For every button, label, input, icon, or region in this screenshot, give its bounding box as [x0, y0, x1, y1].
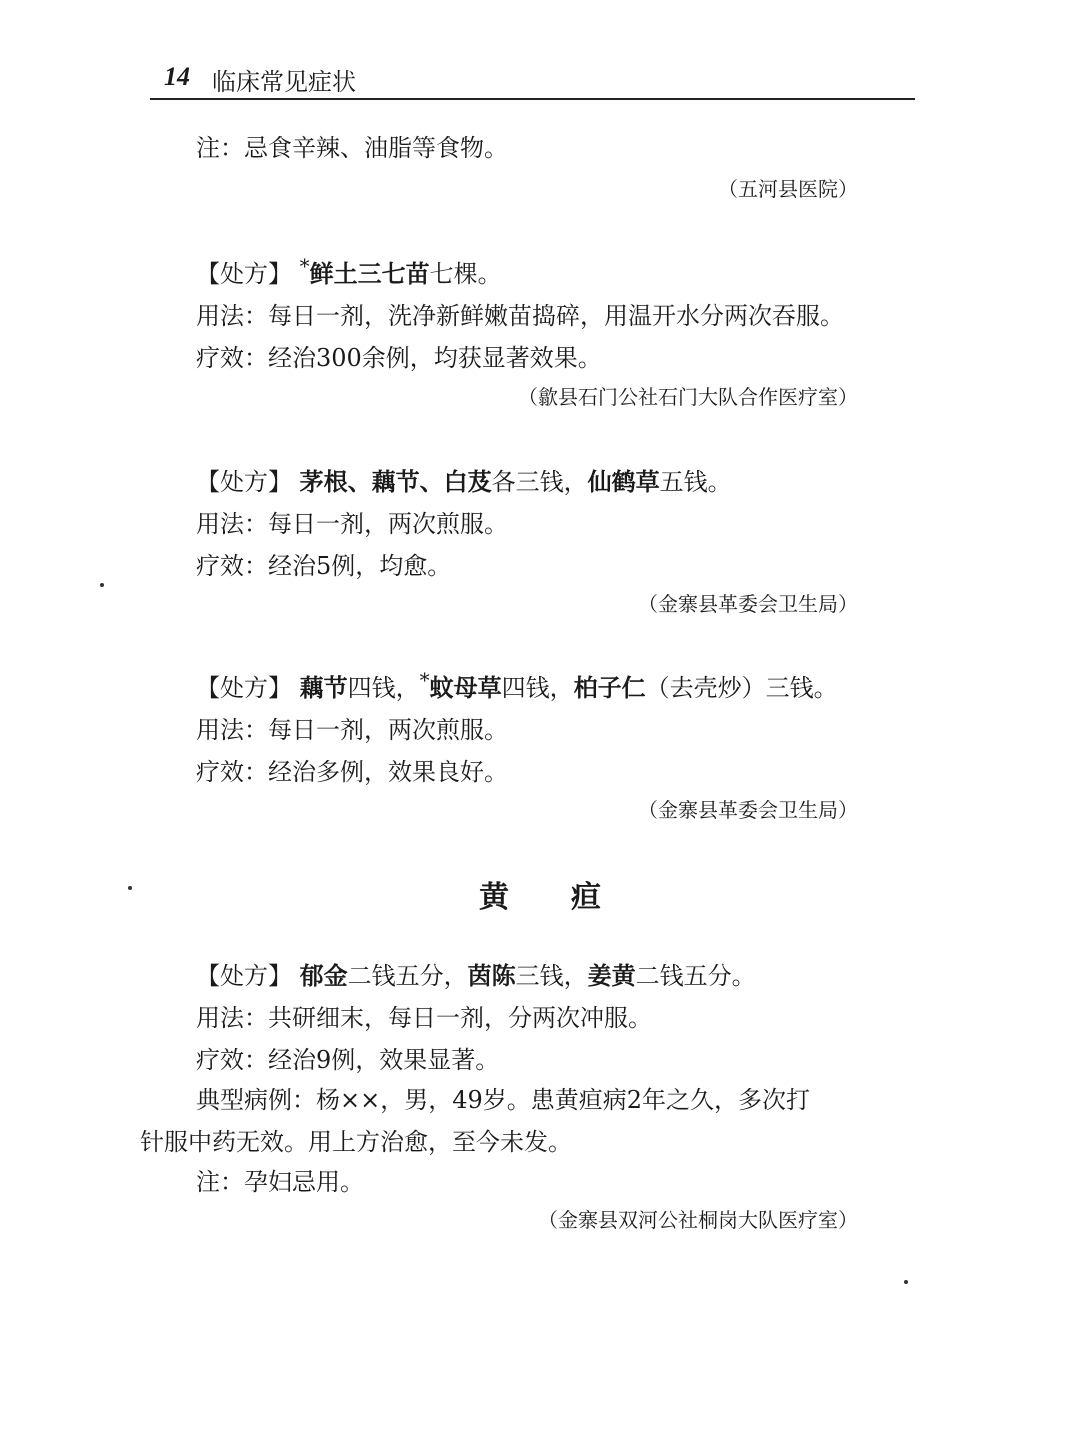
scan-speck	[128, 886, 132, 890]
effect-line: 疗效：经治9例，效果显著。	[196, 1046, 500, 1074]
usage-line: 用法：每日一剂，两次煎服。	[196, 510, 508, 538]
dose: 各三钱，	[491, 468, 588, 496]
source-attribution: （金寨县革委会卫生局）	[638, 798, 858, 822]
source-attribution: （金寨县革委会卫生局）	[638, 592, 858, 616]
source-attribution: （歙县石门公社石门大队合作医疗室）	[518, 385, 858, 409]
usage-line: 用法：每日一剂，洗净新鲜嫩苗捣碎，用温开水分两次吞服。	[196, 302, 844, 330]
herb-name: 姜黄	[587, 961, 636, 990]
prescription-label: 【处方】	[196, 962, 292, 990]
dose: 四钱，	[347, 674, 420, 702]
dose: 七棵。	[429, 260, 502, 288]
prescription-line	[196, 254, 502, 289]
running-title: 临床常见症状	[212, 68, 356, 96]
source-attribution: （金寨县双河公社桐岗大队医疗室）	[538, 1208, 858, 1232]
herb-name: 鲜土三七苗	[309, 259, 430, 288]
herb-name: 蚊母草	[429, 673, 502, 702]
prescription-line	[196, 462, 732, 497]
case-line: 典型病例：杨××，男，49岁。患黄疸病2年之久，多次打	[196, 1086, 811, 1114]
effect-line: 疗效：经治300余例，均获显著效果。	[196, 344, 602, 372]
usage-line: 用法：共研细末，每日一剂，分两次冲服。	[196, 1004, 652, 1032]
prescription-label: 【处方】	[196, 260, 292, 288]
prescription-line	[196, 956, 756, 991]
effect-line: 疗效：经治多例，效果良好。	[196, 758, 508, 786]
effect-line: 疗效：经治5例，均愈。	[196, 552, 452, 580]
header-rule	[150, 98, 915, 100]
prescription-line	[196, 668, 838, 703]
source-attribution: （五河县医院）	[718, 177, 858, 201]
scan-speck	[904, 1280, 908, 1284]
herb-name: 郁金	[299, 961, 348, 990]
herb-name: 茅根、藕节、白芨	[299, 467, 492, 496]
page-header	[150, 58, 920, 98]
herb-name: 茵陈	[467, 961, 516, 990]
prescription-label: 【处方】	[196, 674, 292, 702]
dose: 三钱，	[515, 962, 588, 990]
section-title: 黄疸	[479, 880, 663, 915]
herb-name: 仙鹤草	[587, 467, 660, 496]
note-line: 注：忌食辛辣、油脂等食物。	[196, 134, 508, 162]
dose: （去壳炒）三钱。	[645, 674, 838, 702]
dose: 二钱五分。	[635, 962, 756, 990]
star-mark: *	[299, 254, 310, 278]
scan-speck	[100, 583, 104, 587]
dose: 二钱五分，	[347, 962, 468, 990]
star-mark: *	[419, 668, 430, 692]
herb-name: 柏子仁	[573, 673, 646, 702]
usage-line: 用法：每日一剂，两次煎服。	[196, 716, 508, 744]
prescription-label: 【处方】	[196, 468, 292, 496]
herb-name: 藕节	[299, 673, 348, 702]
dose: 四钱，	[501, 674, 574, 702]
page-number: 14	[164, 62, 190, 91]
note-line: 注：孕妇忌用。	[196, 1168, 364, 1196]
dose: 五钱。	[659, 468, 732, 496]
case-line-continued: 针服中药无效。用上方治愈，至今未发。	[140, 1128, 572, 1156]
